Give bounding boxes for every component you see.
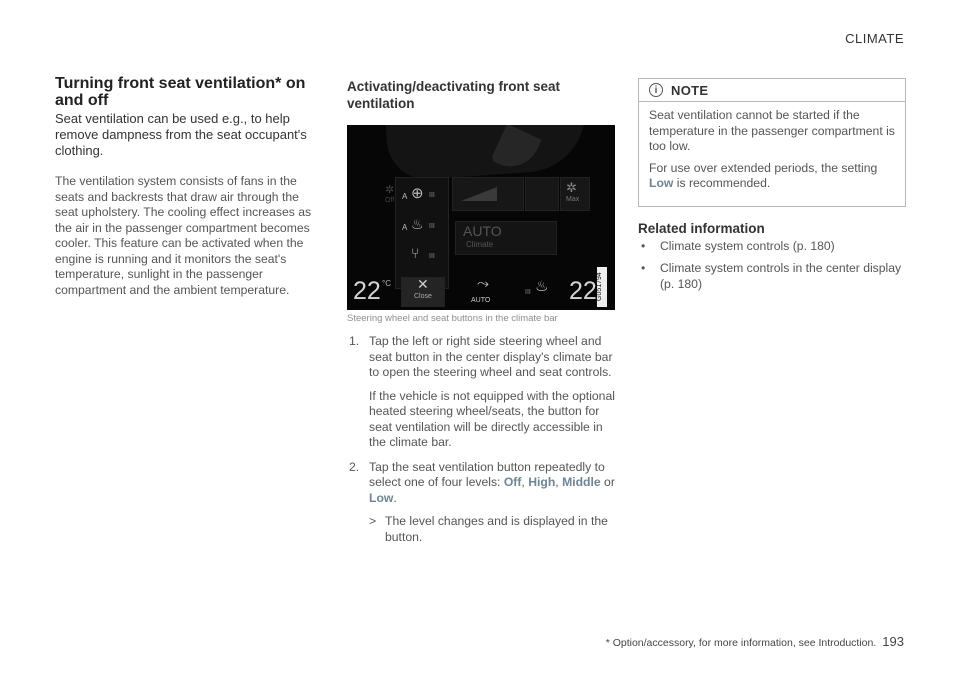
note-box: [638, 78, 906, 207]
level-bars: III: [429, 192, 435, 199]
temperature-left[interactable]: 22: [353, 277, 381, 305]
step-number: 2.: [349, 459, 360, 474]
auto-label: AUTO: [463, 223, 502, 239]
level-low: Low: [369, 490, 394, 505]
fan-off-icon: ✲: [385, 184, 395, 196]
page-number: 193: [882, 634, 904, 649]
related-link[interactable]: Climate system controls in the center display (p. 180): [660, 261, 902, 291]
seat-ventilation-icon[interactable]: ⑂: [411, 245, 420, 261]
background-graphic: [385, 125, 589, 182]
period: .: [393, 490, 397, 505]
close-icon: ✕: [417, 276, 429, 292]
level-bars: III: [525, 289, 531, 296]
middle-column: [347, 78, 615, 554]
separator: or: [600, 475, 615, 489]
related-item[interactable]: [638, 261, 906, 292]
result-marker: >: [369, 514, 377, 528]
climate-bar-figure: [347, 125, 615, 310]
note-header: [639, 79, 905, 102]
step-item: [347, 334, 615, 451]
step-text: Tap the left or right side steering wheel and seat button in the center display's climate bar to open the steering wheel and seat controls.: [369, 334, 613, 379]
separator: ,: [521, 475, 529, 489]
step-item: [347, 460, 615, 546]
note-paragraph: Seat ventilation cannot be started if the temperature in the passenger compartment is too low.: [649, 108, 895, 153]
figure-code: G051794: [596, 272, 603, 301]
title-text-end: on and off: [55, 75, 306, 109]
passenger-seat-icon[interactable]: ♨: [535, 278, 549, 295]
step-extra-text: If the vehicle is not equipped with the optional heated steering wheel/seats, the button for seat ventilation will be directly accessible in the climate bar.: [369, 388, 615, 449]
note-text: For use over extended periods, the setting: [649, 160, 878, 175]
max-label: Max: [566, 196, 580, 203]
procedure-heading: Activating/deactivating front seat ventilation: [347, 79, 561, 111]
fan-speed-wedge: [461, 187, 497, 201]
close-label: Close: [414, 293, 432, 300]
step-number: 1.: [349, 334, 360, 348]
steering-wheel-heat-icon[interactable]: ⊕: [411, 185, 424, 202]
option-asterisk: *: [275, 75, 282, 92]
airflow-icon[interactable]: ⤳: [477, 275, 490, 292]
related-heading: Related information: [638, 220, 765, 236]
note-paragraph: [649, 161, 895, 192]
info-icon: i: [649, 83, 663, 97]
step-result: [369, 514, 615, 545]
bullet: •: [641, 261, 646, 275]
temperature-unit: °C: [382, 279, 391, 288]
title-text: Turning front seat ventilation: [55, 75, 276, 92]
body-paragraph: The ventilation system consists of fans in the seats and backrests that draw air through the seat upholstery. The cooling effect increases as the air in the passenger compartment becomes cooler. This feature can be activated when the engine is running and it monitors the seat's temperature, sunlight in the passenger compartment and the ambient temperature.: [55, 174, 312, 297]
related-list: [638, 239, 906, 293]
fan-max-icon: ✲: [566, 180, 577, 195]
level-high: High: [528, 475, 556, 489]
lead-paragraph: Seat ventilation can be used e.g., to help remove dampness from the seat occupant's clothing.: [55, 111, 307, 158]
off-label: Off: [385, 197, 395, 204]
auto-small-label: AUTO: [471, 297, 491, 304]
note-label: NOTE: [671, 82, 709, 98]
auto-a-label: A: [402, 192, 408, 201]
level-low: Low: [649, 176, 674, 190]
footer-note: * Option/accessory, for more information, see Introduction.: [605, 637, 877, 649]
figure-caption: Steering wheel and seat buttons in the climate bar: [347, 313, 558, 324]
level-off: Off: [503, 475, 522, 489]
bullet: •: [641, 238, 646, 253]
right-column: [638, 78, 906, 299]
level-bars: III: [429, 253, 435, 260]
note-text: is recommended.: [673, 176, 771, 190]
fan-tile[interactable]: [525, 177, 559, 211]
procedure-steps: [347, 334, 615, 545]
seat-heat-icon[interactable]: ♨: [411, 216, 424, 232]
climate-label: Climate: [466, 240, 494, 249]
temperature-right[interactable]: 22: [569, 277, 597, 305]
running-header: CLIMATE: [845, 31, 904, 46]
result-text: The level changes and is displayed in the button.: [385, 514, 608, 544]
related-item[interactable]: [638, 239, 906, 255]
page-footer: [606, 634, 904, 649]
level-bars: III: [429, 223, 435, 230]
note-body: [639, 102, 905, 206]
related-link[interactable]: Climate system controls (p. 180): [660, 238, 835, 253]
left-column: [55, 75, 323, 298]
section-title: [55, 75, 323, 109]
separator: ,: [555, 475, 563, 489]
level-middle: Middle: [562, 475, 601, 489]
step-text-part: Tap the seat ventilation button repeatedly to select one of four levels:: [369, 459, 605, 489]
step-text: [369, 460, 615, 507]
auto-a-label: A: [402, 223, 408, 232]
